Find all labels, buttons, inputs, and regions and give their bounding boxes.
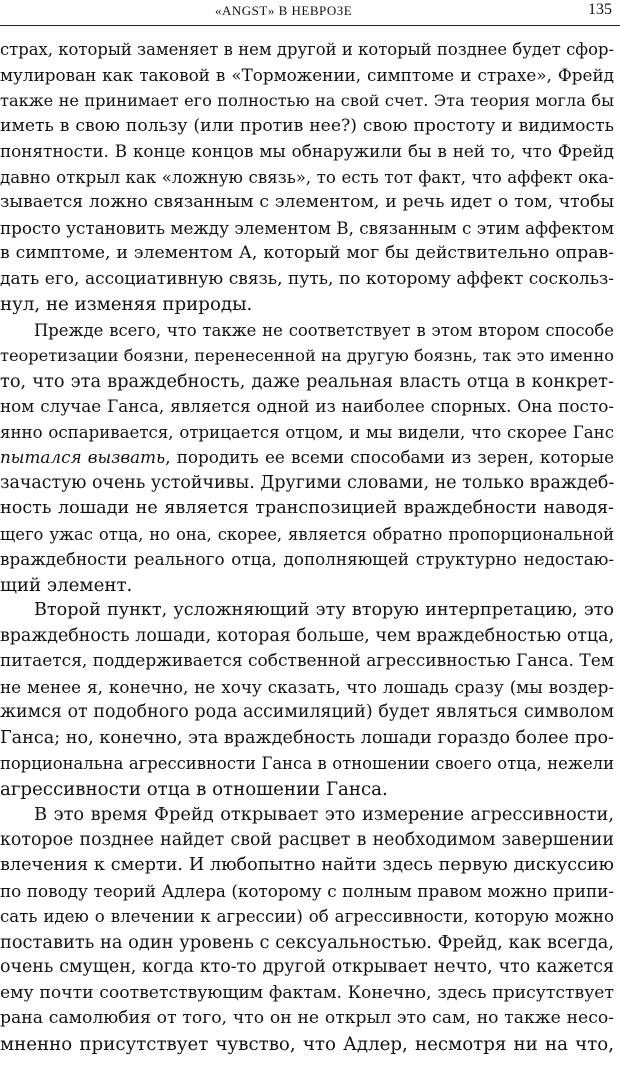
paragraph-first-line: Второй пункт, усложняющий эту вторую интерпретацию, это — [34, 600, 614, 620]
text-line: мненно присутствует чувство, что Адлер, несмотря ни на что, — [0, 1033, 614, 1055]
text-line: то, что эта враждебность, даже реальная власть отца в конкрет- — [0, 370, 614, 392]
text-line: в симптоме, и элементом А, который мог бы действительно оправ- — [0, 243, 614, 263]
text-line: не менее я, конечно, не хочу сказать, что лошадь сразу (мы воздер- — [0, 676, 614, 697]
text-line: янно оспаривается, отрицается отцом, и мы видели, что скорее Ганс — [0, 422, 614, 442]
text-line: давно открыл как «ложную связь», то есть тот факт, что аффект ока- — [0, 167, 614, 187]
paragraph-first-line: Прежде всего, что также не соответствует в этом втором способе — [34, 320, 614, 340]
running-head: «ANGST» В НЕВРОЗЕ — [215, 3, 353, 18]
text-line: понятности. В конце концов мы обнаружили бы в ней то, что Фрейд — [0, 141, 614, 161]
text-line: враждебность лошади, которая больше, чем враждебностью отца, — [0, 625, 614, 646]
text-line: зачастую очень устойчивы. Другими словами, не только враждеб- — [0, 472, 615, 493]
text-line: ность лошади не является транспозицией враждебности наводя- — [0, 498, 614, 518]
text-line: агрессивности отца в отношении Ганса. — [0, 778, 388, 800]
text-line: поставить на один уровень с сексуальностью. Фрейд, как всегда, — [0, 931, 614, 953]
text-line: теоретизации боязни, перенесенной на другую боязнь, так это именно — [0, 346, 614, 365]
text-line: иметь в свою пользу (или против нее?) свою простоту и видимость — [0, 115, 614, 136]
italic-phrase: пытался вызвать — [0, 447, 166, 467]
page-number: 135 — [588, 1, 612, 18]
text-line: порциональна агрессивности Ганса в отношении своего отца, нежели — [0, 754, 614, 773]
text-line: Ганса; но, конечно, эта враждебность лошади гораздо более про- — [0, 727, 614, 748]
text-line: мулирован как таковой в «Торможении, симптоме и страхе», Фрейд — [0, 64, 614, 85]
text-fragment: , породить ее всеми способами из зерен, которые — [165, 447, 614, 467]
text-line: очень смущен, когда кто-то другой открывает нечто, что кажется — [0, 957, 614, 977]
text-line: просто установить между элементом В, связанным с этим аффектом — [0, 217, 615, 238]
text-line: нул, не изменяя природы. — [0, 294, 253, 315]
text-line: ном случае Ганса, является одной из наиболее спорных. Она посто- — [0, 396, 614, 416]
text-line: влечения к смерти. И любопытно найти здесь первую дискуссию — [0, 855, 614, 875]
text-line: питается, поддерживается собственной агрессивностью Ганса. Тем — [0, 651, 614, 671]
text-line: сать идею о влечении к агрессии) об агрессивности, которую можно — [0, 907, 614, 926]
text-line: рана самолюбия от того, что он не открыл это сам, но также несо- — [0, 1008, 614, 1028]
text-line-with-italic — [0, 445, 614, 471]
text-line: зывается ложно связанным с элементом, и речь идет о том, чтобы — [0, 192, 614, 212]
text-line: дать его, ассоциативную связь, путь, по которому аффект соскольз- — [0, 268, 614, 289]
text-line: ему почти соответствующим фактам. Конечно, здесь присутствует — [0, 982, 614, 1003]
paragraph-first-line: В это время Фрейд открывает это измерение агрессивности, — [34, 804, 614, 825]
header-rule — [0, 25, 620, 26]
text-line: страх, который заменяет в нем другой и который позднее будет сфор- — [0, 40, 614, 59]
text-line: щего ужас отца, но она, скорее, является обратно пропорциональной — [0, 524, 614, 544]
text-line: враждебности реального отца, дополняющей структурно недостаю- — [0, 549, 614, 569]
text-line: которое позднее найдет свой расцвет в необходимом завершении — [0, 829, 614, 850]
body-text — [0, 37, 614, 1057]
text-line: также не принимает его полностью на свой счет. Эта теория могла бы — [0, 91, 614, 110]
page-header — [0, 0, 620, 30]
text-line: жимся от подобного рода ассимиляций) будет являться символом — [0, 702, 614, 722]
text-line: щий элемент. — [0, 574, 133, 596]
text-line: по поводу теорий Адлера (которому с полным правом можно припи- — [0, 880, 614, 901]
